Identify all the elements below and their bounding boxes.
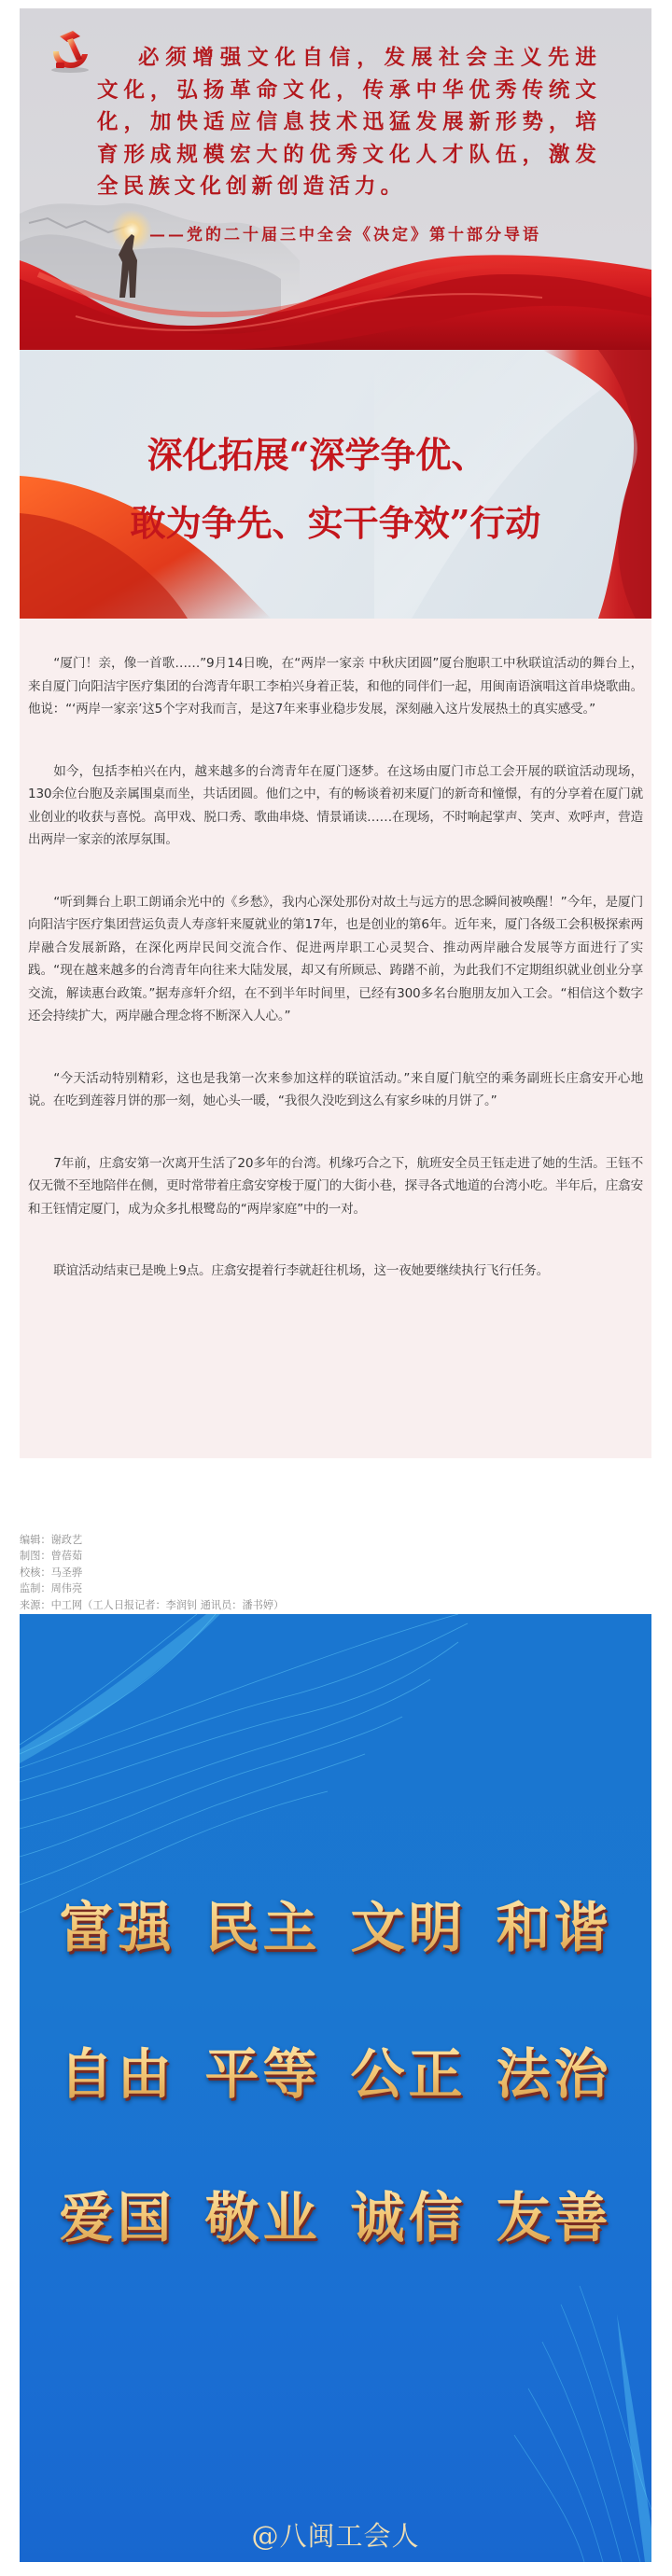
article-credits <box>20 1532 651 1613</box>
red-silk-decoration <box>20 350 651 619</box>
article-body <box>20 619 651 1458</box>
core-values-row-3 <box>20 2188 651 2248</box>
article-paragraph: “今天活动特别精彩，这也是我第一次来参加这样的联谊活动。”来自厦门航空的乘务副班长庄翕安开心地说。在吃到莲蓉月饼的那一刻，她心头一暖，“我很久没吃到这么有家乡味的月饼了。” <box>28 1070 643 1108</box>
poster-signature: @八闽工会人 <box>251 2520 420 2552</box>
core-values-poster <box>20 1614 651 2562</box>
value-word: 诚信 <box>350 2186 467 2249</box>
banner-title-line2: 敢为争先、实干争效”行动 <box>130 502 541 544</box>
article-paragraph: “厦门！亲，像一首歌……”9月14日晚，在“两岸一家亲 中秋庆团圆”厦台胞职工中秋联谊活动的舞台上，来自厦门向阳洁宇医疗集团的台湾青年职工李柏兴身着正装，和他的同伴们一起，用闽南语演唱这首串烧歌曲。他说：“‘两岸一家亲’这5个字对我而言，是这7年来事业稳步发展，深刻融入这片发展热土的真实感受。” <box>28 656 643 717</box>
value-word: 富强 <box>59 1896 175 1959</box>
value-word: 敬业 <box>204 2186 321 2249</box>
value-word: 友善 <box>496 2186 612 2249</box>
value-word: 自由 <box>59 2042 175 2106</box>
credit-proofread: 校核：马圣骅 <box>20 1566 83 1579</box>
article-paragraph: 联谊活动结束已是晚上9点。庄翕安提着行李就赶往机场，这一夜她要继续执行飞行任务。 <box>53 1263 549 1278</box>
credit-graphics: 制图：曾蓓茹 <box>20 1550 83 1563</box>
campaign-title-banner <box>20 350 651 619</box>
value-word: 文明 <box>350 1896 467 1959</box>
quote-attribution: ——党的二十届三中全会《决定》第十部分导语 <box>149 226 541 244</box>
core-values-row-2 <box>20 2044 651 2104</box>
quote-text: 必须增强文化自信，发展社会主义先进文化，弘扬革命文化，传承中华优秀传统文化，加快适应信息技术迅猛发展新形势，培育形成规模宏大的优秀文化人才队伍，激发全民族文化创新创造活力。 <box>97 46 601 199</box>
header-quote-image <box>20 8 651 350</box>
credit-source: 来源：中工网（工人日报记者：李润钊 通讯员：潘书婷） <box>20 1598 285 1611</box>
value-word: 公正 <box>350 2042 467 2106</box>
article-paragraph: 如今，包括李柏兴在内，越来越多的台湾青年在厦门逐梦。在这场由厦门市总工会开展的联谊活动现场，130余位台胞及亲属围桌而坐，共话团圆。他们之中，有的畅谈着初来厦门的新奇和憧憬，有的分享着在厦门就业创业的收获与喜悦。高甲戏、脱口秀、歌曲串烧、情景诵读……在现场，不时响起掌声、笑声、欢呼声，营造出两岸一家亲的浓厚氛围。 <box>28 763 643 847</box>
value-word: 法治 <box>496 2042 612 2106</box>
value-word: 民主 <box>204 1896 321 1959</box>
core-values-row-1 <box>20 1898 651 1957</box>
credit-editor: 编辑：谢政艺 <box>20 1534 83 1546</box>
banner-title-line1: 深化拓展“深学争优、 <box>147 434 487 476</box>
article-paragraph: 7年前，庄翕安第一次离开生活了20多年的台湾。机缘巧合之下，航班安全员王钰走进了她的生活。王钰不仅无微不至地陪伴在侧，更时常带着庄翕安穿梭于厦门的大街小巷，探寻各式地道的台湾小吃。半年后，庄翕安和王钰情定厦门，成为众多扎根鹭岛的“两岸家庭”中的一对。 <box>28 1155 643 1217</box>
article-paragraph: “听到舞台上职工朗诵余光中的《乡愁》，我内心深处那份对故土与远方的思念瞬间被唤醒！”今年，是厦门向阳洁宇医疗集团营运负责人寿彦轩来厦就业的第17年，也是创业的第6年。近年来，厦门各级工会积极探索两岸融合发展新路，在深化两岸民间交流合作、促进两岸职工心灵契合、推动两岸融合发展等方面进行了实践。“现在越来越多的台湾青年向往来大陆发展，却又有所顾忌、踌躇不前，为此我们不定期组织就业创业分享交流，解读惠台政策。”据寿彦轩介绍，在不到半年时间里，已经有300多名台胞朋友加入工会。“相信这个数字还会持续扩大，两岸融合理念将不断深入人心。” <box>28 894 643 1023</box>
value-word: 爱国 <box>59 2186 175 2249</box>
value-word: 平等 <box>204 2042 321 2106</box>
value-word: 和谐 <box>496 1896 612 1959</box>
credit-supervisor: 监制：周伟亮 <box>20 1582 83 1595</box>
party-emblem-icon <box>45 25 95 76</box>
